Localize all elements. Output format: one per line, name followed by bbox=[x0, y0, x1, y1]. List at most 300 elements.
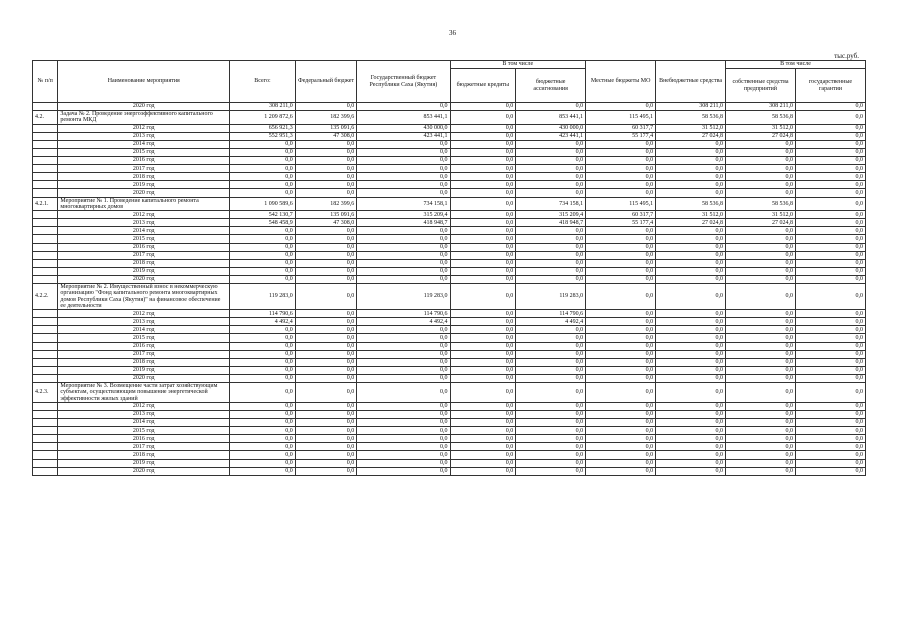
table-row bbox=[33, 243, 866, 251]
row-value: 0,0 bbox=[726, 402, 796, 410]
header-credits: бюджетные кредиты bbox=[450, 69, 516, 103]
row-value: 0,0 bbox=[795, 148, 865, 156]
row-value: 418 948,7 bbox=[516, 219, 586, 227]
row-value: 0,0 bbox=[726, 467, 796, 475]
row-value: 0,0 bbox=[295, 358, 356, 366]
row-value: 0,0 bbox=[450, 402, 516, 410]
header-incl-2: В том числе bbox=[726, 61, 866, 69]
row-value: 0,0 bbox=[586, 267, 656, 275]
row-value: 0,0 bbox=[656, 259, 726, 267]
row-value: 0,0 bbox=[450, 140, 516, 148]
row-value: 0,0 bbox=[656, 251, 726, 259]
row-value: 31 512,0 bbox=[656, 211, 726, 219]
row-value: 115 495,1 bbox=[586, 111, 656, 125]
header-name: Наименование мероприятия bbox=[58, 61, 230, 103]
row-value: 0,0 bbox=[295, 451, 356, 459]
row-code bbox=[33, 275, 58, 283]
row-value: 0,0 bbox=[295, 283, 356, 309]
table-row bbox=[33, 358, 866, 366]
row-value: 0,0 bbox=[295, 419, 356, 427]
row-value: 0,0 bbox=[726, 283, 796, 309]
row-value: 0,0 bbox=[357, 275, 450, 283]
row-value: 0,0 bbox=[516, 251, 586, 259]
row-value: 0,0 bbox=[586, 350, 656, 358]
row-value: 0,0 bbox=[357, 235, 450, 243]
row-value: 0,0 bbox=[726, 189, 796, 197]
row-year: 2019 год bbox=[58, 459, 230, 467]
row-value: 58 536,8 bbox=[726, 111, 796, 125]
row-value: 0,0 bbox=[726, 310, 796, 318]
table-row bbox=[33, 342, 866, 350]
row-value: 0,0 bbox=[357, 267, 450, 275]
row-value: 0,0 bbox=[586, 103, 656, 111]
table-row bbox=[33, 165, 866, 173]
row-value: 0,0 bbox=[295, 140, 356, 148]
header-own: собственные средства предприятий bbox=[726, 69, 796, 103]
row-value: 0,0 bbox=[295, 410, 356, 418]
row-value: 0,0 bbox=[230, 402, 296, 410]
table-row bbox=[33, 173, 866, 181]
table-row bbox=[33, 383, 866, 403]
row-code bbox=[33, 211, 58, 219]
row-value: 0,0 bbox=[726, 419, 796, 427]
row-value: 0,0 bbox=[516, 235, 586, 243]
row-value: 430 000,0 bbox=[357, 124, 450, 132]
row-value: 0,0 bbox=[295, 243, 356, 251]
row-code bbox=[33, 124, 58, 132]
row-value: 47 308,0 bbox=[295, 219, 356, 227]
table-row bbox=[33, 219, 866, 227]
row-value: 0,0 bbox=[516, 374, 586, 382]
row-value: 0,0 bbox=[357, 374, 450, 382]
row-value: 0,0 bbox=[516, 275, 586, 283]
row-code bbox=[33, 267, 58, 275]
row-code bbox=[33, 410, 58, 418]
row-value: 0,0 bbox=[795, 165, 865, 173]
row-value: 0,0 bbox=[656, 318, 726, 326]
row-value: 58 536,8 bbox=[726, 197, 796, 211]
units-label: тыс.руб. bbox=[834, 52, 859, 60]
row-value: 0,0 bbox=[726, 451, 796, 459]
row-value: 27 024,8 bbox=[656, 219, 726, 227]
row-value: 31 512,0 bbox=[656, 124, 726, 132]
row-code bbox=[33, 374, 58, 382]
row-code bbox=[33, 350, 58, 358]
row-code bbox=[33, 467, 58, 475]
row-value: 0,0 bbox=[656, 435, 726, 443]
row-year: 2014 год bbox=[58, 419, 230, 427]
row-value: 114 790,6 bbox=[516, 310, 586, 318]
table-row bbox=[33, 443, 866, 451]
row-value: 0,0 bbox=[295, 467, 356, 475]
row-year: 2017 год bbox=[58, 443, 230, 451]
row-value: 0,0 bbox=[516, 467, 586, 475]
row-value: 0,0 bbox=[230, 181, 296, 189]
row-year: 2018 год bbox=[58, 259, 230, 267]
row-code bbox=[33, 443, 58, 451]
row-value: 135 091,6 bbox=[295, 124, 356, 132]
row-value: 4 492,4 bbox=[230, 318, 296, 326]
row-value: 119 283,0 bbox=[516, 283, 586, 309]
row-value: 0,0 bbox=[230, 227, 296, 235]
row-value: 0,0 bbox=[586, 235, 656, 243]
row-value: 0,0 bbox=[230, 342, 296, 350]
row-year: 2014 год bbox=[58, 140, 230, 148]
row-value: 0,0 bbox=[230, 366, 296, 374]
row-value: 0,0 bbox=[656, 148, 726, 156]
row-value: 0,0 bbox=[726, 243, 796, 251]
row-value: 0,0 bbox=[357, 189, 450, 197]
row-value: 0,0 bbox=[295, 189, 356, 197]
row-value: 0,0 bbox=[795, 243, 865, 251]
header-federal: Федеральный бюджет bbox=[295, 61, 356, 103]
row-value: 0,0 bbox=[726, 443, 796, 451]
row-value: 0,0 bbox=[450, 181, 516, 189]
row-value: 0,0 bbox=[795, 124, 865, 132]
row-value: 0,0 bbox=[357, 410, 450, 418]
row-value: 0,0 bbox=[726, 173, 796, 181]
row-value: 0,0 bbox=[726, 275, 796, 283]
row-year: 2020 год bbox=[58, 275, 230, 283]
row-year: 2018 год bbox=[58, 173, 230, 181]
row-value: 0,0 bbox=[230, 173, 296, 181]
row-value: 0,0 bbox=[726, 350, 796, 358]
row-value: 0,0 bbox=[295, 459, 356, 467]
row-value: 0,0 bbox=[795, 419, 865, 427]
row-value: 0,0 bbox=[516, 443, 586, 451]
row-value: 0,0 bbox=[295, 443, 356, 451]
row-value: 0,0 bbox=[450, 419, 516, 427]
row-value: 418 948,7 bbox=[357, 219, 450, 227]
row-name: Задача № 2. Проведение энергоэффективного капитального ремонта МКД bbox=[58, 111, 230, 125]
row-value: 0,0 bbox=[586, 459, 656, 467]
row-year: 2020 год bbox=[58, 103, 230, 111]
row-value: 0,0 bbox=[586, 310, 656, 318]
row-value: 0,0 bbox=[230, 235, 296, 243]
row-value: 0,0 bbox=[450, 197, 516, 211]
row-value: 0,0 bbox=[586, 189, 656, 197]
row-value: 0,0 bbox=[516, 410, 586, 418]
row-value: 0,0 bbox=[295, 227, 356, 235]
table-row bbox=[33, 132, 866, 140]
header-allocations: бюджетные ассигнования bbox=[516, 69, 586, 103]
row-value: 0,0 bbox=[586, 173, 656, 181]
row-value: 0,0 bbox=[516, 334, 586, 342]
row-year: 2019 год bbox=[58, 267, 230, 275]
row-value: 0,0 bbox=[795, 427, 865, 435]
table-row bbox=[33, 366, 866, 374]
row-year: 2013 год bbox=[58, 219, 230, 227]
row-code bbox=[33, 251, 58, 259]
row-code bbox=[33, 334, 58, 342]
row-value: 0,0 bbox=[586, 227, 656, 235]
row-value: 0,0 bbox=[726, 259, 796, 267]
row-code: 4.2.1. bbox=[33, 197, 58, 211]
row-value: 114 790,6 bbox=[357, 310, 450, 318]
row-year: 2020 год bbox=[58, 374, 230, 382]
row-year: 2018 год bbox=[58, 358, 230, 366]
row-value: 0,0 bbox=[656, 467, 726, 475]
row-value: 135 091,6 bbox=[295, 211, 356, 219]
header-state: Государственный бюджет Республики Саха (Якутия) bbox=[357, 61, 450, 103]
row-value: 0,0 bbox=[295, 342, 356, 350]
row-value: 0,0 bbox=[795, 443, 865, 451]
row-value: 60 317,7 bbox=[586, 211, 656, 219]
row-value: 55 177,4 bbox=[586, 132, 656, 140]
row-value: 0,0 bbox=[795, 310, 865, 318]
table-row bbox=[33, 334, 866, 342]
row-value: 1 090 589,6 bbox=[230, 197, 296, 211]
row-code bbox=[33, 103, 58, 111]
row-value: 0,0 bbox=[450, 211, 516, 219]
table-body bbox=[33, 103, 866, 476]
row-value: 0,0 bbox=[295, 326, 356, 334]
table-row bbox=[33, 157, 866, 165]
row-value: 114 790,6 bbox=[230, 310, 296, 318]
table-row bbox=[33, 318, 866, 326]
row-value: 0,0 bbox=[357, 140, 450, 148]
row-year: 2015 год bbox=[58, 427, 230, 435]
row-value: 0,0 bbox=[726, 251, 796, 259]
row-value: 0,0 bbox=[586, 259, 656, 267]
row-value: 0,0 bbox=[230, 419, 296, 427]
row-value: 0,0 bbox=[450, 251, 516, 259]
row-value: 119 283,0 bbox=[230, 283, 296, 309]
row-code bbox=[33, 419, 58, 427]
row-value: 0,0 bbox=[230, 251, 296, 259]
row-code: 4.2.3. bbox=[33, 383, 58, 403]
row-year: 2017 год bbox=[58, 350, 230, 358]
row-value: 0,0 bbox=[516, 402, 586, 410]
row-value: 0,0 bbox=[295, 157, 356, 165]
row-code bbox=[33, 402, 58, 410]
row-value: 0,0 bbox=[450, 459, 516, 467]
row-value: 4 492,4 bbox=[357, 318, 450, 326]
row-year: 2016 год bbox=[58, 157, 230, 165]
row-code bbox=[33, 165, 58, 173]
row-value: 0,0 bbox=[656, 419, 726, 427]
row-value: 0,0 bbox=[726, 148, 796, 156]
row-value: 0,0 bbox=[795, 435, 865, 443]
row-value: 0,0 bbox=[586, 140, 656, 148]
row-year: 2016 год bbox=[58, 243, 230, 251]
page-number: 36 bbox=[449, 29, 456, 37]
row-value: 0,0 bbox=[795, 342, 865, 350]
table-row bbox=[33, 181, 866, 189]
table-row bbox=[33, 410, 866, 418]
row-value: 0,0 bbox=[516, 427, 586, 435]
row-value: 0,0 bbox=[516, 148, 586, 156]
table-row bbox=[33, 459, 866, 467]
row-value: 0,0 bbox=[795, 267, 865, 275]
row-value: 0,0 bbox=[586, 342, 656, 350]
row-value: 0,0 bbox=[726, 459, 796, 467]
row-value: 0,0 bbox=[795, 451, 865, 459]
row-value: 0,0 bbox=[586, 326, 656, 334]
row-year: 2012 год bbox=[58, 124, 230, 132]
row-value: 0,0 bbox=[450, 326, 516, 334]
row-code bbox=[33, 219, 58, 227]
row-value: 0,0 bbox=[795, 467, 865, 475]
row-value: 0,0 bbox=[450, 219, 516, 227]
row-value: 0,0 bbox=[450, 310, 516, 318]
row-value: 0,0 bbox=[230, 374, 296, 382]
row-year: 2015 год bbox=[58, 235, 230, 243]
row-value: 0,0 bbox=[450, 124, 516, 132]
row-value: 0,0 bbox=[795, 103, 865, 111]
row-value: 0,0 bbox=[656, 173, 726, 181]
row-value: 0,0 bbox=[516, 419, 586, 427]
row-value: 0,0 bbox=[656, 410, 726, 418]
row-value: 0,0 bbox=[656, 350, 726, 358]
row-value: 0,0 bbox=[357, 451, 450, 459]
row-value: 0,0 bbox=[516, 157, 586, 165]
row-value: 0,0 bbox=[295, 181, 356, 189]
row-value: 0,0 bbox=[726, 383, 796, 403]
row-value: 0,0 bbox=[295, 165, 356, 173]
row-value: 542 130,7 bbox=[230, 211, 296, 219]
row-value: 0,0 bbox=[230, 383, 296, 403]
row-code bbox=[33, 173, 58, 181]
row-value: 315 209,4 bbox=[357, 211, 450, 219]
table-row bbox=[33, 419, 866, 427]
header-local: Местные бюджеты МО bbox=[586, 61, 656, 103]
row-value: 0,0 bbox=[450, 103, 516, 111]
row-code bbox=[33, 181, 58, 189]
row-value: 0,0 bbox=[295, 275, 356, 283]
row-value: 0,0 bbox=[656, 267, 726, 275]
row-value: 315 209,4 bbox=[516, 211, 586, 219]
row-value: 0,0 bbox=[586, 410, 656, 418]
row-value: 0,0 bbox=[295, 173, 356, 181]
row-value: 0,0 bbox=[795, 197, 865, 211]
row-value: 853 441,1 bbox=[516, 111, 586, 125]
row-value: 60 317,7 bbox=[586, 124, 656, 132]
row-value: 0,0 bbox=[656, 227, 726, 235]
row-value: 0,0 bbox=[795, 157, 865, 165]
row-value: 55 177,4 bbox=[586, 219, 656, 227]
row-value: 0,0 bbox=[450, 374, 516, 382]
row-value: 0,0 bbox=[450, 243, 516, 251]
row-value: 0,0 bbox=[795, 410, 865, 418]
row-value: 0,0 bbox=[450, 165, 516, 173]
row-value: 0,0 bbox=[726, 342, 796, 350]
row-value: 0,0 bbox=[516, 358, 586, 366]
row-value: 0,0 bbox=[586, 165, 656, 173]
row-value: 27 024,8 bbox=[726, 219, 796, 227]
row-value: 0,0 bbox=[656, 459, 726, 467]
row-value: 0,0 bbox=[230, 350, 296, 358]
row-value: 0,0 bbox=[230, 243, 296, 251]
row-value: 0,0 bbox=[586, 283, 656, 309]
row-value: 0,0 bbox=[726, 410, 796, 418]
row-value: 0,0 bbox=[450, 427, 516, 435]
table-row bbox=[33, 435, 866, 443]
row-code bbox=[33, 227, 58, 235]
row-value: 0,0 bbox=[295, 103, 356, 111]
row-year: 2020 год bbox=[58, 467, 230, 475]
row-value: 0,0 bbox=[357, 165, 450, 173]
row-value: 0,0 bbox=[516, 267, 586, 275]
row-name: Мероприятие № 1. Проведение капитального ремонта многоквартирных домов bbox=[58, 197, 230, 211]
row-code bbox=[33, 132, 58, 140]
row-value: 0,0 bbox=[656, 334, 726, 342]
row-value: 0,0 bbox=[450, 318, 516, 326]
row-value: 0,0 bbox=[795, 358, 865, 366]
table-row bbox=[33, 326, 866, 334]
row-value: 0,0 bbox=[656, 235, 726, 243]
row-year: 2017 год bbox=[58, 251, 230, 259]
table-row bbox=[33, 310, 866, 318]
row-value: 0,0 bbox=[357, 334, 450, 342]
row-year: 2013 год bbox=[58, 410, 230, 418]
row-value: 0,0 bbox=[295, 310, 356, 318]
table-row bbox=[33, 211, 866, 219]
row-value: 0,0 bbox=[726, 140, 796, 148]
row-value: 308 211,0 bbox=[726, 103, 796, 111]
row-code bbox=[33, 259, 58, 267]
row-value: 0,0 bbox=[726, 366, 796, 374]
row-value: 0,0 bbox=[516, 140, 586, 148]
row-value: 0,0 bbox=[516, 435, 586, 443]
table-row bbox=[33, 251, 866, 259]
row-value: 182 399,6 bbox=[295, 197, 356, 211]
row-value: 0,0 bbox=[516, 181, 586, 189]
row-year: 2012 год bbox=[58, 211, 230, 219]
row-value: 0,0 bbox=[656, 443, 726, 451]
row-code bbox=[33, 358, 58, 366]
row-value: 0,0 bbox=[795, 140, 865, 148]
row-value: 0,0 bbox=[295, 148, 356, 156]
row-value: 31 512,0 bbox=[726, 124, 796, 132]
row-value: 0,0 bbox=[795, 334, 865, 342]
row-year: 2012 год bbox=[58, 402, 230, 410]
row-value: 0,0 bbox=[357, 326, 450, 334]
row-value: 0,0 bbox=[295, 435, 356, 443]
row-value: 0,0 bbox=[516, 451, 586, 459]
row-value: 0,0 bbox=[516, 189, 586, 197]
row-value: 0,0 bbox=[357, 148, 450, 156]
row-year: 2019 год bbox=[58, 366, 230, 374]
row-value: 0,0 bbox=[516, 165, 586, 173]
row-value: 423 441,1 bbox=[357, 132, 450, 140]
row-value: 0,0 bbox=[656, 157, 726, 165]
row-value: 0,0 bbox=[295, 251, 356, 259]
row-value: 0,0 bbox=[656, 358, 726, 366]
row-value: 0,0 bbox=[795, 173, 865, 181]
row-value: 0,0 bbox=[357, 459, 450, 467]
row-value: 1 209 872,6 bbox=[230, 111, 296, 125]
row-value: 0,0 bbox=[357, 467, 450, 475]
row-value: 0,0 bbox=[516, 383, 586, 403]
row-year: 2015 год bbox=[58, 148, 230, 156]
table-row bbox=[33, 259, 866, 267]
table-row bbox=[33, 427, 866, 435]
row-code bbox=[33, 451, 58, 459]
row-value: 0,0 bbox=[357, 383, 450, 403]
row-code bbox=[33, 148, 58, 156]
row-name: Мероприятие № 2. Имущественный взнос в некоммерческую организацию "Фонд капитального ремонта многоквартирных домов Республики Саха (Якутия)" на финансовое обеспечение ее деятельности bbox=[58, 283, 230, 309]
row-name: Мероприятие № 3. Возмещение части затрат хозяйствующим субъектам, осуществляющим повышение энергетической эффективности жилых зданий bbox=[58, 383, 230, 403]
row-value: 0,0 bbox=[357, 227, 450, 235]
row-code: 4.2.2. bbox=[33, 283, 58, 309]
row-value: 0,0 bbox=[726, 435, 796, 443]
row-value: 27 024,8 bbox=[656, 132, 726, 140]
row-value: 119 283,0 bbox=[357, 283, 450, 309]
row-value: 0,0 bbox=[586, 383, 656, 403]
row-value: 308 211,0 bbox=[230, 103, 296, 111]
row-value: 0,0 bbox=[795, 326, 865, 334]
